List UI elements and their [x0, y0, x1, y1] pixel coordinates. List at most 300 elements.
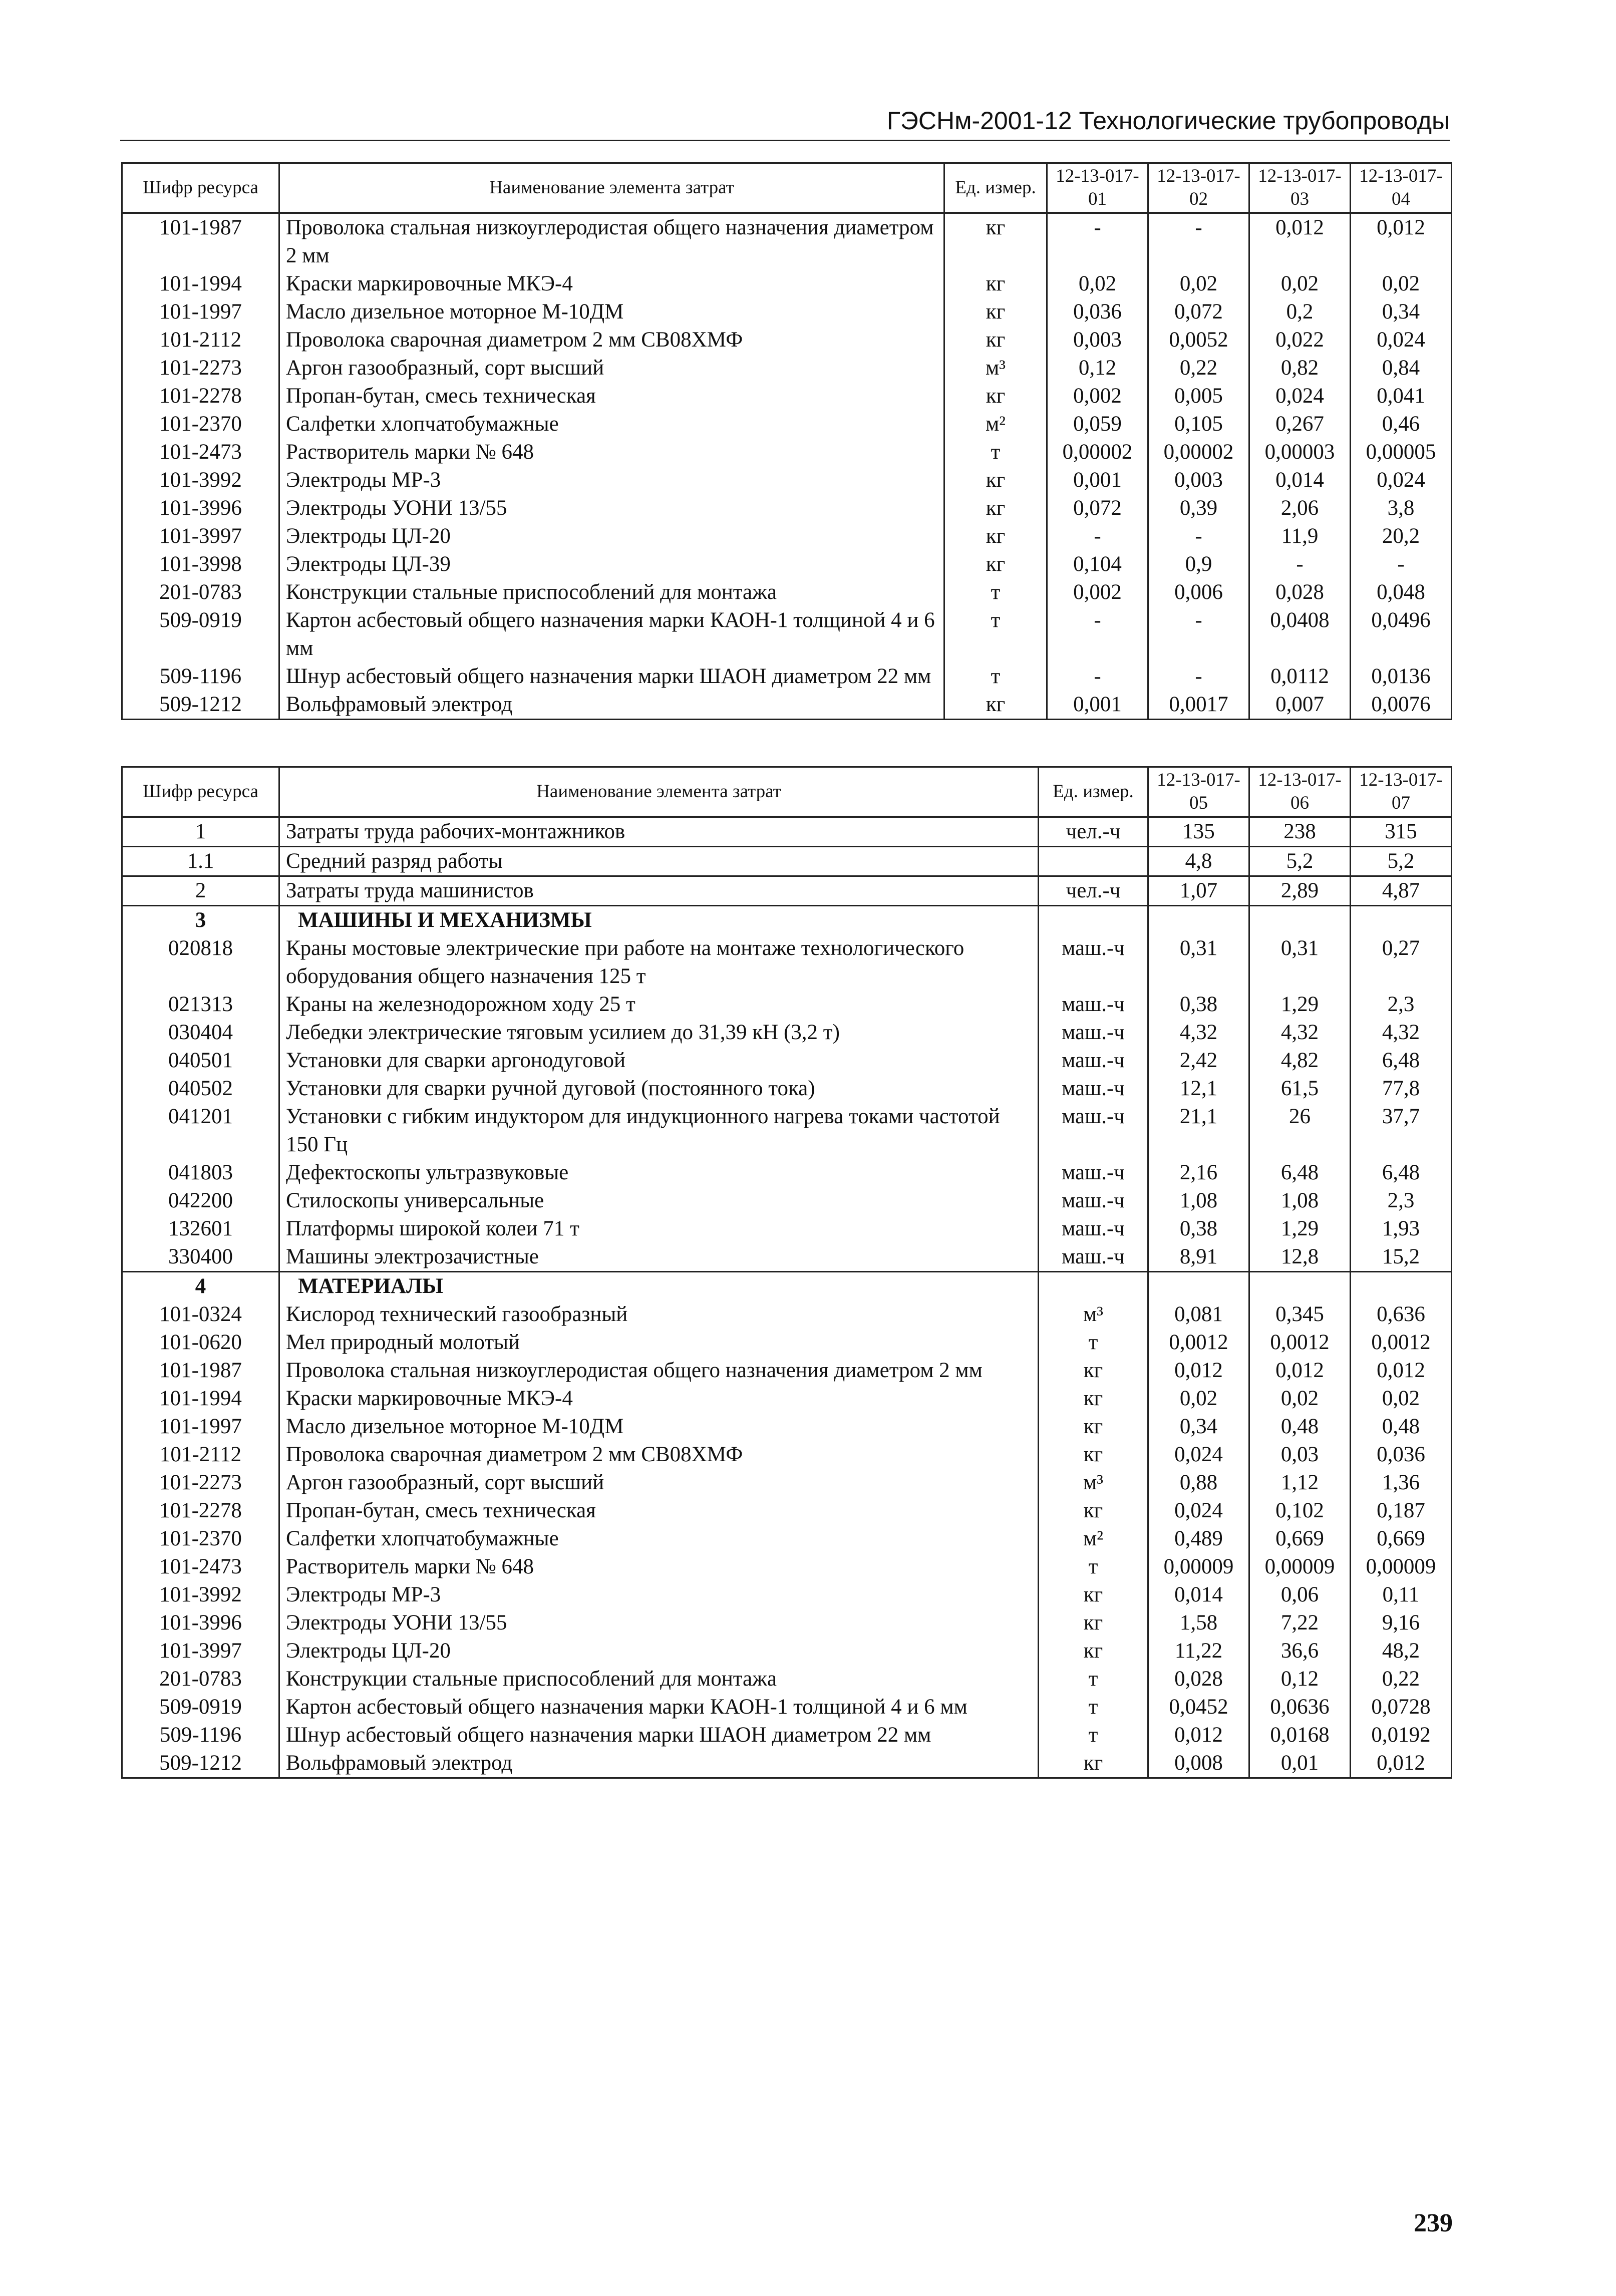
cost-element-name-cell: Затраты труда рабочих-монтажников	[279, 817, 1039, 847]
norm-value-cell: 0,102	[1249, 1497, 1351, 1525]
unit-cell: маш.-ч	[1039, 1047, 1148, 1075]
norm-value-cell: 4,32	[1351, 1019, 1452, 1047]
cost-element-name-cell: Шнур асбестовый общего назначения марки ШАОН диаметром 22 мм	[279, 663, 944, 691]
unit-cell: кг	[944, 382, 1047, 410]
norm-value-cell: 0,48	[1351, 1413, 1452, 1441]
norm-value-cell: 0,0728	[1351, 1693, 1452, 1721]
norm-value-cell: 9,16	[1351, 1609, 1452, 1637]
norm-value-cell: 0,02	[1148, 270, 1249, 298]
unit-cell: т	[1039, 1721, 1148, 1749]
table-row	[122, 1300, 1452, 1329]
cost-element-name-cell: Машины электрозачистные	[279, 1243, 1039, 1272]
norm-value-cell: 2,16	[1148, 1159, 1249, 1187]
column-header: Шифр ресурса	[122, 163, 279, 213]
norm-value-cell: 77,8	[1351, 1075, 1452, 1103]
norm-value-cell: 0,105	[1148, 410, 1249, 438]
cost-element-name-cell: Аргон газообразный, сорт высший	[279, 1469, 1039, 1497]
norm-value-cell: 0,005	[1148, 382, 1249, 410]
norm-value-cell: 0,00009	[1148, 1553, 1249, 1581]
table-row	[122, 578, 1452, 606]
norm-value-cell: 0,059	[1047, 410, 1148, 438]
table-row	[122, 906, 1452, 935]
column-header: Наименование элемента затрат	[279, 163, 944, 213]
norm-value-cell: 0,12	[1249, 1665, 1351, 1693]
table-row	[122, 606, 1452, 663]
unit-cell: м³	[944, 354, 1047, 382]
table-row	[122, 1357, 1452, 1385]
cost-element-name-cell: Салфетки хлопчатобумажные	[279, 1525, 1039, 1553]
table-row	[122, 1413, 1452, 1441]
norm-value-cell: 0,002	[1047, 382, 1148, 410]
table-row	[122, 1609, 1452, 1637]
cost-element-name-cell: Электроды УОНИ 13/55	[279, 1609, 1039, 1637]
column-header: 12-13-017-03	[1249, 163, 1351, 213]
unit-cell: кг	[1039, 1413, 1148, 1441]
norm-value-cell: 0,0076	[1351, 691, 1452, 720]
norm-value-cell	[1249, 906, 1351, 935]
norm-value-cell: 6,48	[1249, 1159, 1351, 1187]
norm-value-cell: 6,48	[1351, 1159, 1452, 1187]
norm-value-cell: 0,34	[1351, 298, 1452, 326]
norm-value-cell: -	[1148, 522, 1249, 550]
norm-value-cell: 0,00005	[1351, 438, 1452, 466]
resource-code-cell: 509-1212	[122, 1749, 279, 1778]
norm-value-cell: 0,669	[1249, 1525, 1351, 1553]
resource-code-cell: 509-0919	[122, 606, 279, 663]
cost-element-name-cell: Электроды МР-3	[279, 466, 944, 494]
norm-value-cell: 36,6	[1249, 1637, 1351, 1665]
cost-element-name-cell: Краски маркировочные МКЭ-4	[279, 1385, 1039, 1413]
table-row	[122, 1693, 1452, 1721]
unit-cell: маш.-ч	[1039, 1243, 1148, 1272]
unit-cell: м³	[1039, 1469, 1148, 1497]
table-row	[122, 1665, 1452, 1693]
norm-value-cell: -	[1351, 550, 1452, 578]
norm-value-cell: 0,88	[1148, 1469, 1249, 1497]
resource-code-cell: 201-0783	[122, 1665, 279, 1693]
table-row	[122, 438, 1452, 466]
norm-value-cell: 4,32	[1249, 1019, 1351, 1047]
resource-code-cell: 101-3992	[122, 1581, 279, 1609]
norm-value-cell: 0,669	[1351, 1525, 1452, 1553]
table-row	[122, 1637, 1452, 1665]
resource-code-cell: 101-1987	[122, 213, 279, 270]
column-header: 12-13-017-05	[1148, 767, 1249, 817]
table-row	[122, 354, 1452, 382]
norm-value-cell: 0,27	[1351, 934, 1452, 991]
cost-element-name-cell: Проволока стальная низкоуглеродистая общего назначения диаметром 2 мм	[279, 213, 944, 270]
norm-value-cell: 315	[1351, 817, 1452, 847]
norm-value-cell: 0,002	[1047, 578, 1148, 606]
norm-value-cell: 0,0052	[1148, 326, 1249, 354]
norm-value-cell: 0,0496	[1351, 606, 1452, 663]
norm-value-cell: 0,00003	[1249, 438, 1351, 466]
norm-value-cell: 20,2	[1351, 522, 1452, 550]
norm-value-cell: 1,29	[1249, 1215, 1351, 1243]
cost-element-name-cell: Масло дизельное моторное М-10ДМ	[279, 298, 944, 326]
norm-value-cell: 0,022	[1249, 326, 1351, 354]
resource-code-cell: 030404	[122, 1019, 279, 1047]
table-row	[122, 213, 1452, 270]
norm-value-cell: 0,38	[1148, 1215, 1249, 1243]
column-header: Наименование элемента затрат	[279, 767, 1039, 817]
resource-code-cell: 101-2370	[122, 1525, 279, 1553]
norm-value-cell: 0,072	[1047, 494, 1148, 522]
norm-value-cell: 0,036	[1351, 1441, 1452, 1469]
table-row	[122, 1441, 1452, 1469]
norm-value-cell: 4,82	[1249, 1047, 1351, 1075]
norm-value-cell: 5,2	[1249, 847, 1351, 876]
cost-element-name-cell: Проволока сварочная диаметром 2 мм СВ08ХМФ	[279, 326, 944, 354]
norm-value-cell: 4,8	[1148, 847, 1249, 876]
table-row	[122, 663, 1452, 691]
norm-value-cell: -	[1047, 213, 1148, 270]
cost-element-name-cell: Масло дизельное моторное М-10ДМ	[279, 1413, 1039, 1441]
norm-value-cell: 61,5	[1249, 1075, 1351, 1103]
norm-value-cell: 0,06	[1249, 1581, 1351, 1609]
unit-cell: кг	[944, 326, 1047, 354]
norm-value-cell: 1,29	[1249, 991, 1351, 1019]
resource-code-cell: 040502	[122, 1075, 279, 1103]
norm-value-cell: 8,91	[1148, 1243, 1249, 1272]
unit-cell: м³	[1039, 1300, 1148, 1329]
cost-element-name-cell: Краны мостовые электрические при работе на монтаже технологического оборудования общего назначения 125 т	[279, 934, 1039, 991]
table-row	[122, 298, 1452, 326]
norm-value-cell: 0,00002	[1148, 438, 1249, 466]
table-row	[122, 1047, 1452, 1075]
norm-value-cell: -	[1047, 522, 1148, 550]
resource-code-cell: 101-1987	[122, 1357, 279, 1385]
column-header: 12-13-017-01	[1047, 163, 1148, 213]
unit-cell: кг	[944, 494, 1047, 522]
resource-code-cell: 1	[122, 817, 279, 847]
table-row	[122, 1721, 1452, 1749]
resource-code-cell: 201-0783	[122, 578, 279, 606]
norm-value-cell: 0,01	[1249, 1749, 1351, 1778]
table-row	[122, 1075, 1452, 1103]
resource-code-cell: 101-2370	[122, 410, 279, 438]
cost-element-name-cell: Установки для сварки ручной дуговой (постоянного тока)	[279, 1075, 1039, 1103]
norm-value-cell: 7,22	[1249, 1609, 1351, 1637]
norm-value-cell: 0,345	[1249, 1300, 1351, 1329]
unit-cell: кг	[1039, 1609, 1148, 1637]
table-row	[122, 1243, 1452, 1272]
cost-element-name-cell: Проволока сварочная диаметром 2 мм СВ08ХМФ	[279, 1441, 1039, 1469]
resource-code-cell: 101-3992	[122, 466, 279, 494]
cost-element-name-cell: МАТЕРИАЛЫ	[279, 1272, 1039, 1301]
norm-value-cell: 0,012	[1351, 213, 1452, 270]
resource-code-cell: 101-2273	[122, 1469, 279, 1497]
table-row	[122, 1581, 1452, 1609]
unit-cell: м²	[1039, 1525, 1148, 1553]
resource-code-cell: 101-2473	[122, 438, 279, 466]
norm-value-cell: 0,001	[1047, 691, 1148, 720]
table-row	[122, 1159, 1452, 1187]
norm-value-cell: 0,02	[1351, 1385, 1452, 1413]
table-row	[122, 382, 1452, 410]
norm-value-cell: 11,22	[1148, 1637, 1249, 1665]
unit-cell: кг	[944, 270, 1047, 298]
norm-value-cell: 0,11	[1351, 1581, 1452, 1609]
unit-cell: т	[944, 438, 1047, 466]
cost-element-name-cell: Картон асбестовый общего назначения марки КАОН-1 толщиной 4 и 6 мм	[279, 1693, 1039, 1721]
cost-element-name-cell: Электроды ЦЛ-39	[279, 550, 944, 578]
page-number: 239	[1414, 2209, 1453, 2237]
resource-code-cell: 1.1	[122, 847, 279, 876]
unit-cell: т	[1039, 1693, 1148, 1721]
norm-value-cell: 1,36	[1351, 1469, 1452, 1497]
resource-code-cell: 041803	[122, 1159, 279, 1187]
table-row	[122, 934, 1452, 991]
norm-value-cell	[1351, 906, 1452, 935]
resource-code-cell: 040501	[122, 1047, 279, 1075]
table-row	[122, 326, 1452, 354]
unit-cell: кг	[944, 298, 1047, 326]
resource-code-cell: 509-0919	[122, 1693, 279, 1721]
norm-value-cell: 0,22	[1148, 354, 1249, 382]
column-header: Ед. измер.	[1039, 767, 1148, 817]
cost-element-name-cell: Картон асбестовый общего назначения марки КАОН-1 толщиной 4 и 6 мм	[279, 606, 944, 663]
column-header: Ед. измер.	[944, 163, 1047, 213]
resource-code-cell: 101-0620	[122, 1329, 279, 1357]
norm-value-cell: 1,12	[1249, 1469, 1351, 1497]
norm-value-cell: 0,012	[1148, 1721, 1249, 1749]
norm-value-cell: 0,024	[1148, 1441, 1249, 1469]
table-header-row	[122, 767, 1452, 817]
resource-code-cell: 101-2278	[122, 1497, 279, 1525]
table-row	[122, 494, 1452, 522]
table-row	[122, 1749, 1452, 1778]
table-row	[122, 847, 1452, 876]
column-header: Шифр ресурса	[122, 767, 279, 817]
norm-value-cell: 0,024	[1249, 382, 1351, 410]
cost-element-name-cell: Установки с гибким индуктором для индукционного нагрева токами частотой 150 Гц	[279, 1103, 1039, 1159]
norm-value-cell: 0,31	[1148, 934, 1249, 991]
norm-value-cell: 0,39	[1148, 494, 1249, 522]
resource-code-cell: 509-1196	[122, 1721, 279, 1749]
unit-cell: т	[1039, 1553, 1148, 1581]
unit-cell: т	[944, 578, 1047, 606]
resource-code-cell: 101-2473	[122, 1553, 279, 1581]
norm-value-cell: 0,003	[1148, 466, 1249, 494]
resource-code-cell: 042200	[122, 1187, 279, 1215]
norm-value-cell: 12,8	[1249, 1243, 1351, 1272]
norm-value-cell: 4,32	[1148, 1019, 1249, 1047]
norm-value-cell: 0,02	[1351, 270, 1452, 298]
norm-value-cell: 0,00009	[1351, 1553, 1452, 1581]
cost-element-name-cell: Конструкции стальные приспособлений для монтажа	[279, 1665, 1039, 1693]
resource-code-cell: 101-1994	[122, 270, 279, 298]
unit-cell: кг	[944, 213, 1047, 270]
resource-code-cell: 101-2112	[122, 1441, 279, 1469]
norm-value-cell: 0,02	[1249, 1385, 1351, 1413]
cost-element-name-cell: Вольфрамовый электрод	[279, 691, 944, 720]
norm-value-cell: 0,024	[1148, 1497, 1249, 1525]
norm-value-cell: 0,0136	[1351, 663, 1452, 691]
norm-value-cell: 0,003	[1047, 326, 1148, 354]
cost-element-name-cell: Установки для сварки аргонодуговой	[279, 1047, 1039, 1075]
unit-cell: кг	[1039, 1581, 1148, 1609]
resource-code-cell: 101-3998	[122, 550, 279, 578]
norm-value-cell	[1249, 1272, 1351, 1301]
table-row	[122, 1215, 1452, 1243]
resource-code-cell: 101-1997	[122, 1413, 279, 1441]
resource-code-cell: 101-2278	[122, 382, 279, 410]
cost-element-name-cell: Аргон газообразный, сорт высший	[279, 354, 944, 382]
norm-value-cell: 0,0192	[1351, 1721, 1452, 1749]
norm-value-cell: 0,12	[1047, 354, 1148, 382]
norm-value-cell: -	[1047, 606, 1148, 663]
norm-value-cell: 0,014	[1148, 1581, 1249, 1609]
unit-cell: кг	[944, 691, 1047, 720]
norm-value-cell: 0,028	[1148, 1665, 1249, 1693]
resource-code-cell: 101-2273	[122, 354, 279, 382]
resource-table-1	[121, 162, 1452, 720]
norm-value-cell: 0,012	[1351, 1749, 1452, 1778]
table-row	[122, 550, 1452, 578]
norm-value-cell: 0,072	[1148, 298, 1249, 326]
norm-value-cell: -	[1148, 213, 1249, 270]
unit-cell: кг	[944, 522, 1047, 550]
norm-value-cell: -	[1148, 663, 1249, 691]
norm-value-cell: 2,42	[1148, 1047, 1249, 1075]
norm-value-cell: 0,00002	[1047, 438, 1148, 466]
resource-code-cell: 020818	[122, 934, 279, 991]
resource-code-cell: 101-3996	[122, 494, 279, 522]
cost-element-name-cell: МАШИНЫ И МЕХАНИЗМЫ	[279, 906, 1039, 935]
table-row	[122, 817, 1452, 847]
resource-code-cell: 132601	[122, 1215, 279, 1243]
norm-value-cell: 0,012	[1249, 1357, 1351, 1385]
table-row	[122, 1525, 1452, 1553]
norm-value-cell: 1,07	[1148, 876, 1249, 906]
norm-value-cell: 0,489	[1148, 1525, 1249, 1553]
table-row	[122, 1019, 1452, 1047]
norm-value-cell: 37,7	[1351, 1103, 1452, 1159]
cost-element-name-cell: Электроды ЦЛ-20	[279, 522, 944, 550]
unit-cell: кг	[1039, 1441, 1148, 1469]
unit-cell	[1039, 906, 1148, 935]
table-row	[122, 466, 1452, 494]
cost-element-name-cell: Лебедки электрические тяговым усилием до 31,39 кН (3,2 т)	[279, 1019, 1039, 1047]
unit-cell: кг	[944, 466, 1047, 494]
cost-element-name-cell: Краны на железнодорожном ходу 25 т	[279, 991, 1039, 1019]
norm-value-cell: 48,2	[1351, 1637, 1452, 1665]
norm-value-cell: 0,31	[1249, 934, 1351, 991]
norm-value-cell: 0,008	[1148, 1749, 1249, 1778]
resource-code-cell: 101-2112	[122, 326, 279, 354]
norm-value-cell: 0,041	[1351, 382, 1452, 410]
table-row	[122, 1103, 1452, 1159]
norm-value-cell: 0,46	[1351, 410, 1452, 438]
norm-value-cell: 0,84	[1351, 354, 1452, 382]
cost-element-name-cell: Проволока стальная низкоуглеродистая общего назначения диаметром 2 мм	[279, 1357, 1039, 1385]
resource-code-cell: 509-1196	[122, 663, 279, 691]
unit-cell: маш.-ч	[1039, 1103, 1148, 1159]
norm-value-cell: 0,22	[1351, 1665, 1452, 1693]
norm-value-cell: 26	[1249, 1103, 1351, 1159]
table-row	[122, 691, 1452, 720]
norm-value-cell: 0,081	[1148, 1300, 1249, 1329]
cost-element-name-cell: Мел природный молотый	[279, 1329, 1039, 1357]
norm-value-cell	[1351, 1272, 1452, 1301]
norm-value-cell: 0,0112	[1249, 663, 1351, 691]
cost-element-name-cell: Пропан-бутан, смесь техническая	[279, 1497, 1039, 1525]
cost-element-name-cell: Краски маркировочные МКЭ-4	[279, 270, 944, 298]
table-row	[122, 270, 1452, 298]
unit-cell	[1039, 1272, 1148, 1301]
norm-value-cell: 0,104	[1047, 550, 1148, 578]
norm-value-cell: 0,38	[1148, 991, 1249, 1019]
norm-value-cell: 2,3	[1351, 1187, 1452, 1215]
norm-value-cell: 1,58	[1148, 1609, 1249, 1637]
column-header: 12-13-017-06	[1249, 767, 1351, 817]
norm-value-cell: 0,02	[1047, 270, 1148, 298]
unit-cell: т	[944, 606, 1047, 663]
norm-value-cell: 0,48	[1249, 1413, 1351, 1441]
norm-value-cell: 3,8	[1351, 494, 1452, 522]
unit-cell: маш.-ч	[1039, 1215, 1148, 1243]
table-row	[122, 1187, 1452, 1215]
cost-element-name-cell: Салфетки хлопчатобумажные	[279, 410, 944, 438]
resource-code-cell: 2	[122, 876, 279, 906]
norm-value-cell: 0,34	[1148, 1413, 1249, 1441]
norm-value-cell: 0,014	[1249, 466, 1351, 494]
norm-value-cell: 0,187	[1351, 1497, 1452, 1525]
unit-cell: т	[1039, 1665, 1148, 1693]
norm-value-cell: 0,0012	[1148, 1329, 1249, 1357]
cost-element-name-cell: Шнур асбестовый общего назначения марки ШАОН диаметром 22 мм	[279, 1721, 1039, 1749]
norm-value-cell: 0,012	[1249, 213, 1351, 270]
unit-cell: кг	[1039, 1357, 1148, 1385]
norm-value-cell: 1,08	[1148, 1187, 1249, 1215]
norm-value-cell: -	[1047, 663, 1148, 691]
unit-cell: маш.-ч	[1039, 1019, 1148, 1047]
cost-element-name-cell: Электроды ЦЛ-20	[279, 1637, 1039, 1665]
unit-cell: чел.-ч	[1039, 817, 1148, 847]
norm-value-cell: 0,0012	[1351, 1329, 1452, 1357]
norm-value-cell: 0,0636	[1249, 1693, 1351, 1721]
cost-element-name-cell: Затраты труда машинистов	[279, 876, 1039, 906]
norm-value-cell: 2,89	[1249, 876, 1351, 906]
unit-cell	[1039, 847, 1148, 876]
cost-element-name-cell: Растворитель марки № 648	[279, 1553, 1039, 1581]
norm-value-cell: 0,636	[1351, 1300, 1452, 1329]
resource-code-cell: 101-0324	[122, 1300, 279, 1329]
resource-code-cell: 101-3996	[122, 1609, 279, 1637]
resource-code-cell: 330400	[122, 1243, 279, 1272]
norm-value-cell	[1148, 1272, 1249, 1301]
norm-value-cell: 15,2	[1351, 1243, 1452, 1272]
norm-value-cell: 0,012	[1148, 1357, 1249, 1385]
cost-element-name-cell: Средний разряд работы	[279, 847, 1039, 876]
norm-value-cell: 0,0012	[1249, 1329, 1351, 1357]
unit-cell: маш.-ч	[1039, 1075, 1148, 1103]
table-row	[122, 410, 1452, 438]
cost-element-name-cell: Платформы широкой колеи 71 т	[279, 1215, 1039, 1243]
unit-cell: кг	[1039, 1385, 1148, 1413]
unit-cell: кг	[1039, 1637, 1148, 1665]
norm-value-cell: 0,024	[1351, 326, 1452, 354]
document-title: ГЭСНм-2001-12 Технологические трубопроводы	[886, 107, 1450, 135]
norm-value-cell: 0,00009	[1249, 1553, 1351, 1581]
cost-element-name-cell: Дефектоскопы ультразвуковые	[279, 1159, 1039, 1187]
unit-cell: кг	[944, 550, 1047, 578]
table-row	[122, 1272, 1452, 1301]
norm-value-cell: 11,9	[1249, 522, 1351, 550]
cost-element-name-cell: Вольфрамовый электрод	[279, 1749, 1039, 1778]
resource-code-cell: 101-1997	[122, 298, 279, 326]
